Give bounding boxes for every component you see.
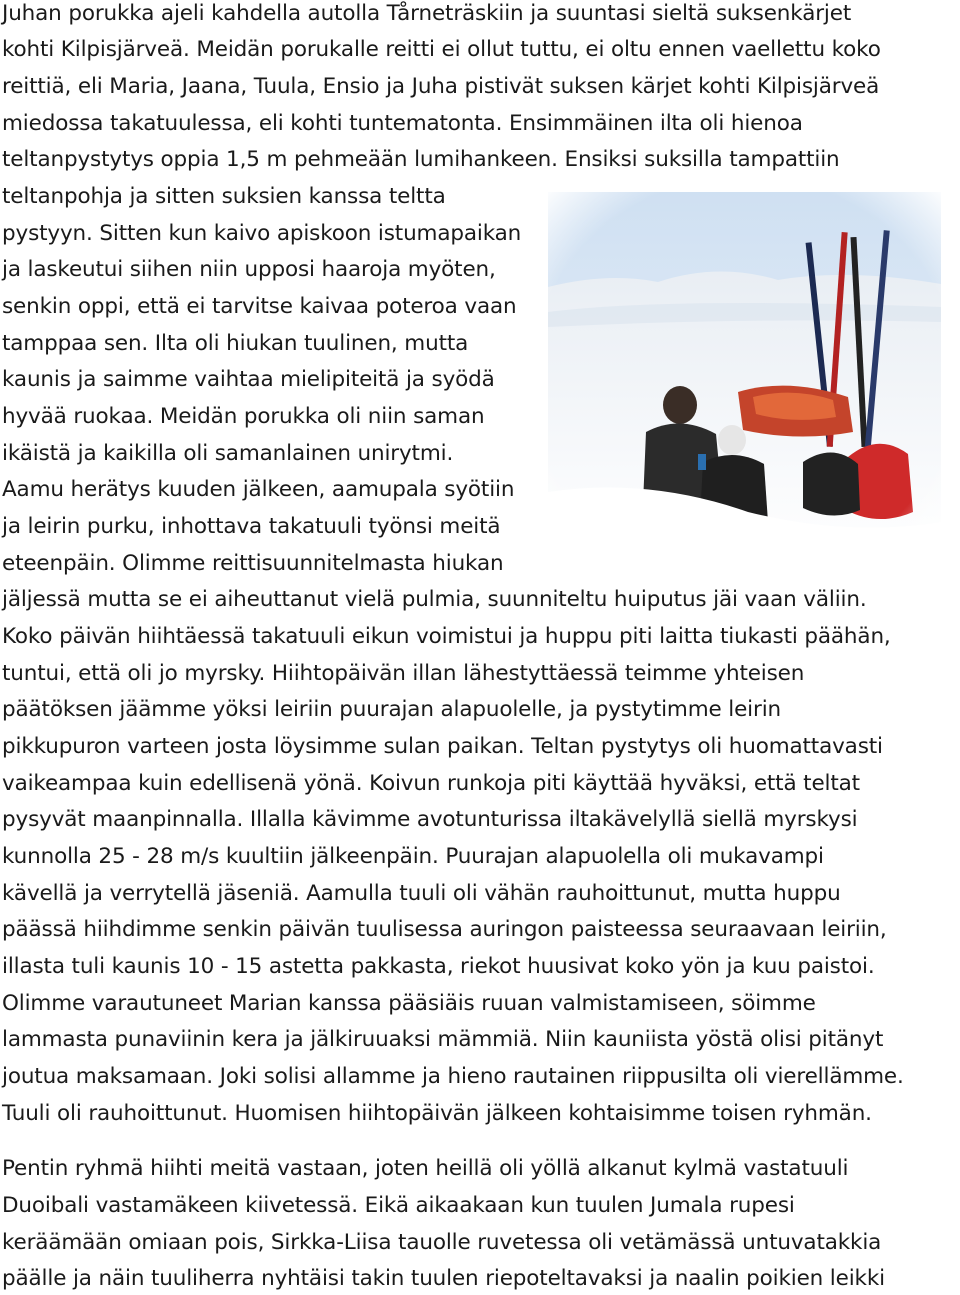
text-line: Aamu herätys kuuden jälkeen, aamupala syötiin [2, 477, 515, 502]
text-line: tamppaa sen. Ilta oli hiukan tuulinen, mutta [2, 331, 469, 356]
text-line: päässä hiihdimme senkin päivän tuulisessa auringon paisteessa seuraavaan leiriin, [2, 917, 887, 942]
text-line: päälle ja näin tuuliherra nyhtäisi takin tuulen riepoteltavaksi ja naalin poikien leikki [2, 1266, 885, 1291]
text-line: miedossa takatuulessa, eli kohti tuntematonta. Ensimmäinen ilta oli hienoa [2, 111, 803, 136]
text-line: jäljessä mutta se ei aiheuttanut vielä pulmia, suunniteltu huiputus jäi vaan väliin. [2, 587, 867, 612]
text-line: teltanpystytys oppia 1,5 m pehmeään lumihankeen. Ensiksi suksilla tampattiin [2, 147, 840, 172]
text-line: joutua maksamaan. Joki solisi allamme ja hieno rautainen riippusilta oli vierellämme. [2, 1064, 904, 1089]
text-line: Olimme varautuneet Marian kanssa pääsiäis ruuan valmistamiseen, söimme [2, 991, 816, 1016]
text-line: kaunis ja saimme vaihtaa mielipiteitä ja syödä [2, 367, 495, 392]
text-line: ja laskeutui siihen niin upposi haaroja myöten, [2, 257, 496, 282]
text-line: vaikeampaa kuin edellisenä yönä. Koivun runkoja piti käyttää hyväksi, että teltat [2, 771, 860, 796]
text-line: reittiä, eli Maria, Jaana, Tuula, Ensio ja Juha pistivät suksen kärjet kohti Kilpisjärveä [2, 74, 880, 99]
text-line: eteenpäin. Olimme reittisuunnitelmasta hiukan [2, 551, 504, 576]
text-line: kävellä ja verrytellä jäseniä. Aamulla tuuli oli vähän rauhoittunut, mutta huppu [2, 881, 841, 906]
text-line: illasta tuli kaunis 10 - 15 astetta pakkasta, riekot huusivat koko yön ja kuu paistoi. [2, 954, 875, 979]
text-line: Juhan porukka ajeli kahdella autolla Tårneträskiin ja suuntasi sieltä suksenkärjet [2, 1, 852, 26]
text-line: ikäistä ja kaikilla oli samanlainen unirytmi. [2, 441, 454, 466]
text-line: pystyyn. Sitten kun kaivo apiskoon istumapaikan [2, 221, 522, 246]
text-line: kohti Kilpisjärveä. Meidän porukalle reitti ei ollut tuttu, ei oltu ennen vaellettu koko [2, 37, 881, 62]
text-line: ja leirin purku, inhottava takatuuli työnsi meitä [2, 514, 501, 539]
text-line: tuntui, että oli jo myrsky. Hiihtopäivän illan lähestyttäessä teimme yhteisen [2, 661, 805, 686]
text-line: teltanpohja ja sitten suksien kanssa teltta [2, 184, 446, 209]
text-line: senkin oppi, että ei tarvitse kaivaa poteroa vaan [2, 294, 517, 319]
text-line: keräämään omiaan pois, Sirkka-Liisa tauolle ruvetessa oli vetämässä untuvatakkia [2, 1230, 882, 1255]
text-line: Duoibali vastamäkeen kiivetessä. Eikä aikaakaan kun tuulen Jumala rupesi [2, 1193, 795, 1218]
text-line: lammasta punaviinin kera ja jälkiruuaksi mämmiä. Niin kauniista yöstä olisi pitänyt [2, 1027, 884, 1052]
text-line: Tuuli oli rauhoittunut. Huomisen hiihtopäivän jälkeen kohtaisimme toisen ryhmän. [2, 1101, 872, 1126]
text-line: hyvää ruokaa. Meidän porukka oli niin saman [2, 404, 485, 429]
text-line: Pentin ryhmä hiihti meitä vastaan, joten heillä oli yöllä alkanut kylmä vastatuuli [2, 1156, 849, 1181]
text-line: päätöksen jäämme yöksi leiriin puurajan alapuolelle, ja pystytimme leirin [2, 697, 781, 722]
snow-camp-photo [548, 192, 941, 562]
text-line: kunnolla 25 - 28 m/s kuultiin jälkeenpäin. Puurajan alapuolella oli mukavampi [2, 844, 824, 869]
text-line: pikkupuron varteen josta löysimme sulan paikan. Teltan pystytys oli huomattavasti [2, 734, 883, 759]
text-line: pysyvät maanpinnalla. Illalla kävimme avotunturissa iltakävelyllä siellä myrskysi [2, 807, 858, 832]
text-line: Koko päivän hiihtäessä takatuuli eikun voimistui ja huppu piti laitta tiukasti päähän, [2, 624, 891, 649]
